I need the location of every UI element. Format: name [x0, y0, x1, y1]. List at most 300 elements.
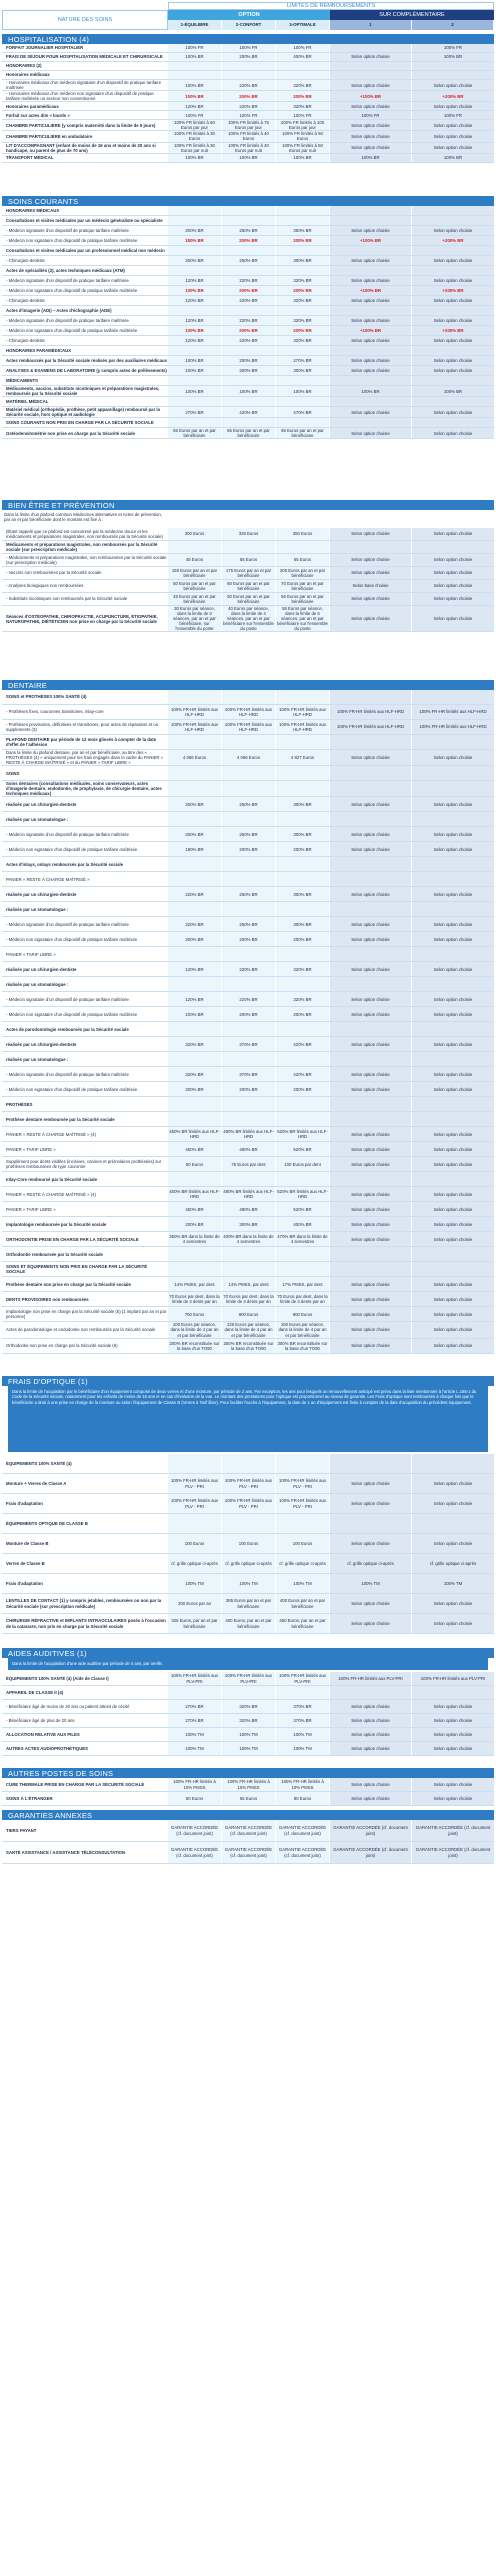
complement-1-value: Selon option choisie — [330, 356, 412, 365]
row-label: PROTHÈSES — [6, 1101, 33, 1107]
complement-2-value: Selon option choisie — [412, 276, 494, 285]
option-2-value — [222, 1052, 276, 1066]
complement-2-value: Selon option choisie — [412, 797, 494, 811]
row-label: CHIRURGIE RÉFRACTIVE et IMPLANTS INTRAOCULAIRES posés à l'occasion de la cataracte, non pris en charge par la Sécurité sociale — [6, 1618, 166, 1629]
table-row — [2, 554, 494, 567]
complement-1-value: Selon option choisie — [330, 1307, 412, 1321]
table-row — [2, 902, 494, 917]
complement-1-value — [330, 1514, 412, 1533]
option-1-value — [168, 902, 222, 916]
option-1-value: 100% BR — [168, 326, 222, 335]
option-1-value — [168, 1172, 222, 1186]
row-label: Frais d'adaptation — [6, 1580, 43, 1586]
option-2-value: 800 Euros — [222, 1307, 276, 1321]
complement-1-value: Selon option choisie — [330, 276, 412, 285]
row-label: ALLOCATION RELATIVE AUX PILES — [6, 1731, 80, 1737]
complement-2-value: Selon option choisie — [412, 1494, 494, 1513]
option-3-value — [276, 206, 330, 215]
option-2-value: 55 Euros — [222, 554, 276, 566]
table-row — [2, 1494, 494, 1514]
complement-2-value: Selon option choisie — [412, 1217, 494, 1231]
table-row — [2, 226, 494, 236]
option-2-value: 220% BR — [222, 276, 276, 285]
complement-1-value: Selon option choisie — [330, 1594, 412, 1613]
option-1-value: 450% BR — [168, 1142, 222, 1156]
complement-1-value — [330, 857, 412, 871]
complement-2-value: Selon option choisie — [412, 887, 494, 901]
table-row — [2, 1842, 494, 1864]
complement-1-value: Selon option choisie — [330, 102, 412, 110]
option-1-value: 200% BR — [168, 256, 222, 265]
section-garanties-annexes: GARANTIES ANNEXES — [2, 1810, 494, 1820]
option-1-value: 450% BR — [168, 1202, 222, 1216]
table-row — [2, 1534, 494, 1554]
complement-2-value — [412, 1686, 494, 1699]
row-label: Consultations et visites médicales par un médecin généraliste ou spécialiste — [6, 217, 163, 223]
complement-1-value: Selon option choisie — [330, 1277, 412, 1291]
option-3-value — [276, 1022, 330, 1036]
option-1-value — [168, 266, 222, 275]
option-2-value — [222, 397, 276, 406]
option-2-value: 100% FR — [222, 44, 276, 52]
row-label: ÉQUIPEMENTS 100% SANTÉ (4) (Aide de Classe I) — [6, 1675, 109, 1681]
complement-2-value — [412, 857, 494, 871]
option-2-value: 40 Euros par séance, dans la limite de 4 séances, par an et par bénéficiaire sur l'ensemble du poste — [222, 606, 276, 631]
table-row — [2, 1742, 494, 1756]
complement-1-value: 100% BR — [330, 386, 412, 396]
option-3-value: 370% BR — [276, 1714, 330, 1727]
table-row — [2, 1097, 494, 1112]
option-3-value — [276, 1112, 330, 1126]
complement-2-value: Selon option choisie — [412, 1307, 494, 1321]
complement-2-value: GARANTIE ACCORDÉE (cf. document joint) — [412, 1842, 494, 1863]
table-row — [2, 306, 494, 316]
row-label: réalisés par un chirurgien-dentiste — [6, 966, 77, 972]
option-3-value: GARANTIE ACCORDÉE (cf. document joint) — [276, 1842, 330, 1863]
complement-2-value: 100% FR — [412, 44, 494, 52]
option-2-value: 100 Euros — [222, 1534, 276, 1553]
row-label: - Médecin non signataire d'un dispositif de pratique tarifaire maîtrisée — [6, 287, 138, 293]
table-row — [2, 1307, 494, 1322]
option-2-value: 250% BR — [222, 256, 276, 265]
option-1-value — [168, 1247, 222, 1261]
annexes-rows — [2, 1820, 494, 1864]
row-label: Actes remboursés par la Sécurité sociale réalisés par des auxiliaires médicaux — [6, 357, 167, 363]
option-2-value: 220% BR — [222, 336, 276, 345]
option-1-value — [168, 1262, 222, 1276]
complement-1-value: Selon option choisie — [330, 887, 412, 901]
option-1-value: 120% BR — [168, 962, 222, 976]
table-row — [2, 690, 494, 705]
option-2-value: 250% BR reconstituée sur la base d'un TO90 — [222, 1339, 276, 1353]
option-2-value — [222, 977, 276, 991]
complement-2-value: Selon option choisie — [412, 1534, 494, 1553]
complement-2-value: Selon option choisie — [412, 1127, 494, 1141]
option-1-value: 200% BR — [168, 797, 222, 811]
complement-2-value: Selon option choisie — [412, 528, 494, 540]
complement-1-value: Selon option choisie — [330, 1474, 412, 1493]
complement-2-value: Selon option choisie — [412, 1474, 494, 1493]
complement-2-value: +200% BR — [412, 91, 494, 101]
option-3-value: 420% BR — [276, 1067, 330, 1081]
row-label: Monture de Classe B — [6, 1540, 49, 1546]
option-2-value: 65 Euros — [222, 1792, 276, 1805]
row-label: SOINS et PROTHÈSES 100% SANTÉ (4) — [6, 694, 87, 700]
option-2-value: 50 Euros par an et par bénéficiaire — [222, 593, 276, 605]
complement-1-value: Selon option choisie — [330, 593, 412, 605]
complement-2-value: Selon option choisie — [412, 120, 494, 130]
nature-header: NATURE DES SOINS — [2, 10, 168, 30]
table-row — [2, 206, 494, 216]
table-row — [2, 91, 494, 102]
complement-2-value: Selon option choisie — [412, 1037, 494, 1051]
option-col-1: 1-ÉQUILIBRE — [168, 20, 222, 30]
complement-2-value — [412, 947, 494, 961]
row-label: Matériel médical (orthopédie, prothèse, petit appareillage) remboursé par la Sécurité sociale, hors optique et audiologie — [6, 407, 161, 418]
option-2-value — [222, 1172, 276, 1186]
option-3-value: 320% BR — [276, 296, 330, 305]
option-3-value: 320% BR — [276, 336, 330, 345]
option-2-value: 100% TM — [222, 1728, 276, 1741]
table-row — [2, 407, 494, 418]
option-1-value: 350% BR dans la limite de 4 semestres — [168, 1232, 222, 1246]
table-row — [2, 766, 494, 781]
complement-2-value: 100% TM — [412, 1574, 494, 1593]
complement-1-value: Selon option choisie — [330, 336, 412, 345]
option-1-value: 100% FR-HR limités aux PLV - PRI — [168, 1474, 222, 1493]
complement-1-value: Selon option choisie — [330, 1187, 412, 1201]
option-2-value: 100% FR-HR limités aux PLV-PRI — [222, 1672, 276, 1685]
option-1-value: 180% BR — [168, 236, 222, 245]
option-1-value: 50 Euros par an et par bénéficiaire — [168, 580, 222, 592]
option-3-value — [276, 1097, 330, 1111]
complement-2-value — [412, 690, 494, 704]
option-1-value — [168, 1112, 222, 1126]
option-2-value — [222, 1112, 276, 1126]
complement-2-value: Selon option choisie — [412, 256, 494, 265]
option-1-value — [168, 1052, 222, 1066]
complement-2-value: +200% BR — [412, 236, 494, 245]
row-label: Inlay-Core remboursé par la Sécurité sociale — [6, 1176, 97, 1182]
table-row — [2, 1247, 494, 1262]
option-3-value: 150 Euros par séance, dans la limite de 4 par an et par bénéficiaire — [276, 1322, 330, 1337]
option-2-value: 250% BR — [222, 226, 276, 235]
option-2-value — [222, 1514, 276, 1533]
option-2-value: 220% BR — [222, 80, 276, 90]
table-row — [2, 1322, 494, 1338]
row-label: - Médecin non signataire d'un dispositif de pratique tarifaire maîtrisée — [6, 327, 138, 333]
option-3-value — [276, 62, 330, 70]
row-label: Médicaments, vaccins, substituts nicotiniques et préparations magistrales, remboursés par la Sécurité sociale — [6, 386, 160, 397]
complement-2-value — [412, 812, 494, 826]
complement-1-value — [330, 1112, 412, 1126]
option-3-value — [276, 1262, 330, 1276]
complement-2-value: Selon option choisie — [412, 1082, 494, 1096]
complement-1-value — [330, 306, 412, 315]
option-2-value: 250% BR — [222, 797, 276, 811]
complement-2-value — [412, 766, 494, 780]
complement-header: SUR COMPLÉMENTAIRE — [330, 10, 494, 20]
row-label: Honoraires médicaux — [6, 72, 50, 78]
table-row — [2, 428, 494, 439]
complement-1-value: Selon option choisie — [330, 1778, 412, 1791]
option-2-value — [222, 872, 276, 886]
table-row — [2, 1202, 494, 1217]
option-3-value: 100% FR — [276, 111, 330, 119]
table-row — [2, 1277, 494, 1292]
option-3-value — [276, 1454, 330, 1473]
table-row — [2, 962, 494, 977]
row-label: PANIER « TARIF LIBRE » — [6, 951, 56, 957]
table-row — [2, 872, 494, 887]
table-row — [2, 1574, 494, 1594]
complement-1-value — [330, 62, 412, 70]
row-label: PANIER « RESTE À CHARGE MAÎTRISÉ » (4) — [6, 1191, 96, 1197]
table-row — [2, 246, 494, 256]
option-1-value: 100% BR — [168, 386, 222, 396]
table-row — [2, 236, 494, 246]
option-2-value: 100% FR-HR limités aux HLF-HRD — [222, 720, 276, 734]
complement-1-value: Selon option choisie — [330, 1742, 412, 1755]
table-row — [2, 111, 494, 120]
complement-2-value: Selon option choisie — [412, 296, 494, 305]
table-row — [2, 143, 494, 154]
table-row — [2, 53, 494, 62]
row-label: ÉQUIPEMENTS OPTIQUE DE CLASSE B — [6, 1520, 88, 1526]
option-3-value: 100% FR-HR limités aux PLV-PRI — [276, 1672, 330, 1685]
table-row — [2, 1232, 494, 1247]
option-2-value: 100% FR-HR limités à 10% PMSS — [222, 1778, 276, 1791]
option-2-value: 200% BR — [222, 53, 276, 61]
option-2-value — [222, 246, 276, 255]
row-label: CURE THERMALE PRISE EN CHARGE PAR LA SÉCURITÉ SOCIALE — [6, 1781, 145, 1787]
table-row — [2, 812, 494, 827]
option-3-value: 100% FR limités à 50 Euros par nuit — [276, 143, 330, 153]
complement-1-value — [330, 766, 412, 780]
table-row — [2, 1187, 494, 1202]
complement-1-value — [330, 1454, 412, 1473]
row-label: TIERS PAYANT — [6, 1827, 37, 1833]
option-3-value — [276, 346, 330, 355]
complement-2-value — [412, 902, 494, 916]
option-1-value: 200% BR — [168, 1217, 222, 1231]
row-label: réalisés par un stomatologue : — [6, 906, 69, 912]
option-1-value: 220% BR — [168, 917, 222, 931]
option-1-value — [168, 206, 222, 215]
option-3-value: 80 Euros — [276, 1792, 330, 1805]
table-row — [2, 1339, 494, 1354]
option-2-value — [222, 857, 276, 871]
option-1-value: 100% FR — [168, 111, 222, 119]
table-row — [2, 1820, 494, 1842]
table-row — [2, 1127, 494, 1142]
option-col-2: 2-CONFORT — [222, 20, 276, 30]
row-label: Médicaments et préparations magistrales, non remboursés par la Sécurité sociale (sur prescription médicale) — [6, 541, 158, 552]
option-3-value: GARANTIE ACCORDÉE (cf. document joint) — [276, 1820, 330, 1841]
row-label: - Médecin signataire d'un dispositif de pratique tarifaire maîtrisée — [6, 1071, 129, 1077]
complement-2-value: 100% BR — [412, 154, 494, 162]
row-label: Monture + Verres de Classe A — [6, 1480, 67, 1486]
option-1-value: 100% BR — [168, 286, 222, 295]
complement-2-value: Selon option choisie — [412, 316, 494, 325]
option-1-value: 100% TM — [168, 1574, 222, 1593]
option-1-value: 50 Euros — [168, 1792, 222, 1805]
option-2-value: GARANTIE ACCORDÉE (cf. document joint) — [222, 1842, 276, 1863]
option-2-value — [222, 418, 276, 427]
option-1-value: 120% BR — [168, 316, 222, 325]
complement-2-value: Selon option choisie — [412, 932, 494, 946]
option-1-value — [168, 1454, 222, 1473]
complement-1-value: Selon option choisie — [330, 256, 412, 265]
complement-2-value: Selon option choisie — [412, 750, 494, 765]
row-label: - Chirurgien-dentiste — [6, 297, 45, 303]
complement-2-value: +200% BR — [412, 326, 494, 335]
option-3-value: 300% BR — [276, 797, 330, 811]
option-3-value: 900 Euros — [276, 1307, 330, 1321]
complement-1-value: Selon option choisie — [330, 407, 412, 417]
option-1-value: 320% BR — [168, 1067, 222, 1081]
row-label: Forfait sur actes dits « lourds » — [6, 112, 70, 118]
complement-1-value: Selon option choisie — [330, 143, 412, 153]
complement-1-value — [330, 346, 412, 355]
option-1-value — [168, 397, 222, 406]
option-3-value — [276, 376, 330, 385]
option-3-value: 270% BR — [276, 356, 330, 365]
option-3-value: 200% BR — [276, 842, 330, 856]
complement-1-value: Selon option choisie — [330, 992, 412, 1006]
option-3-value: 100% FR-HR limités aux PLV - PRI — [276, 1474, 330, 1493]
table-row — [2, 1037, 494, 1052]
option-3-value: 200% BR — [276, 91, 330, 101]
complement-1-value: 100% TM — [330, 1574, 412, 1593]
table-row — [2, 397, 494, 407]
option-1-value: 100% BR — [168, 366, 222, 375]
option-3-value: 200% BR — [276, 286, 330, 295]
row-label: Actes de parodontologie et endodontie non remboursés par la Sécurité sociale — [6, 1327, 156, 1333]
option-1-value: 270% BR — [168, 1714, 222, 1727]
complement-1-value: Selon option choisie — [330, 1700, 412, 1713]
table-row — [2, 120, 494, 131]
row-label: Actes d'imagerie (ADI) – Actes d'échographie (ADE) — [6, 307, 112, 313]
option-2-value: 480% BR — [222, 1142, 276, 1156]
row-label: Dans la limite du plafond dentaire, par an et par bénéficiaire, au titre des « PROTHÈSES (4) » uniquement pour les frais engagés dans le cadre du PANIER « RESTE À CHARGE MAÎTRISÉ » et du PANIER « TARIF LIBRE » — [6, 750, 164, 766]
section-aides-auditives: AIDES AUDITIVES (1) — [2, 1648, 494, 1658]
option-1-value — [168, 71, 222, 79]
option-2-value: 370% BR — [222, 1067, 276, 1081]
option-1-value — [168, 781, 222, 796]
option-1-value — [168, 1686, 222, 1699]
option-3-value: 520% BR — [276, 1202, 330, 1216]
option-1-value: GARANTIE ACCORDÉE (cf. document joint) — [168, 1820, 222, 1841]
option-3-value: 100 Euros — [276, 1534, 330, 1553]
complement-1-value — [330, 1172, 412, 1186]
row-label: Supplément pour dents visibles (incisives, canines et prémolaires prothésées) sur prothèses remboursées de type couronne — [6, 1159, 162, 1170]
option-1-value: 50 Euros — [168, 1157, 222, 1171]
option-2-value: 60 Euros par an et par bénéficiaire — [222, 580, 276, 592]
complement-1-value: Selon option choisie — [330, 1614, 412, 1633]
option-2-value: 480% BR limités aux HLF-HRD — [222, 1127, 276, 1141]
option-2-value: 200% BR — [222, 91, 276, 101]
table-row — [2, 1614, 494, 1634]
complement-2-value — [412, 1247, 494, 1261]
table-row — [2, 580, 494, 593]
option-1-value — [168, 766, 222, 780]
complement-1-value — [330, 812, 412, 826]
table-row — [2, 541, 494, 554]
complement-1-value: Selon option choisie — [330, 316, 412, 325]
option-1-value — [168, 1514, 222, 1533]
option-1-value: 100% FR limités à 60 Euros par jour — [168, 120, 222, 130]
complement-1-value: Selon option choisie — [330, 1127, 412, 1141]
complement-1-value: Selon option choisie — [330, 226, 412, 235]
complement-1-value — [330, 690, 412, 704]
complement-1-value — [330, 781, 412, 796]
row-label: SOINS ET ÉQUIPEMENTS NON PRIS EN CHARGE PAR LA SÉCURITÉ SOCIALE — [6, 1264, 148, 1275]
complement-2-value: 100% FR-HR limités aux HLF-HRD — [412, 705, 494, 719]
option-2-value — [222, 376, 276, 385]
complement-1-value: 100% FR — [330, 111, 412, 119]
complement-2-value: 100% BR — [412, 53, 494, 61]
complement-2-value: Selon option choisie — [412, 80, 494, 90]
option-2-value: 70 Euros par dent, dans la limite de 3 dents par an — [222, 1292, 276, 1306]
complement-col-2: 2 — [412, 20, 494, 30]
complement-1-value: cf. grille optique ci-après — [330, 1554, 412, 1573]
option-1-value — [168, 346, 222, 355]
option-3-value: 70 Euros par dent, dans la limite de 3 dents par an — [276, 1292, 330, 1306]
row-label: TRANSPORT MÉDICAL — [6, 155, 54, 161]
section-hospitalisation: HOSPITALISATION (4) — [2, 34, 494, 44]
option-1-value — [168, 947, 222, 961]
option-2-value: 370% BR — [222, 1037, 276, 1051]
complement-2-value: Selon option choisie — [412, 1339, 494, 1353]
row-label: réalisés par un chirurgien-dentiste — [6, 1041, 77, 1047]
option-3-value: 17% PMSS, par dent — [276, 1277, 330, 1291]
option-3-value: 370% BR — [276, 1700, 330, 1713]
complement-2-value: cf. grille optique ci-après — [412, 1554, 494, 1573]
row-label: HONORAIRES PARAMÉDICAUX — [6, 347, 72, 353]
complement-1-value: +100% BR — [330, 91, 412, 101]
option-3-value: 100% TM — [276, 1742, 330, 1755]
row-label: PANIER « TARIF LIBRE » — [6, 1146, 56, 1152]
table-row — [2, 750, 494, 766]
option-2-value: 200% BR — [222, 1007, 276, 1021]
option-2-value — [222, 1262, 276, 1276]
row-label: réalisés par un chirurgien-dentiste — [6, 891, 77, 897]
option-1-value: 100% FR-HR limités à 10% PMSS — [168, 1778, 222, 1791]
option-3-value — [276, 1686, 330, 1699]
option-1-value: 100% FR limités à 30 Euros — [168, 131, 222, 141]
row-label: - Substituts nicotiniques non remboursés par la Sécurité sociale — [6, 596, 128, 602]
complement-1-value: +100% BR — [330, 326, 412, 335]
row-label: Actes de parodontologie remboursés par la Sécurité sociale — [6, 1026, 129, 1032]
complement-2-value: Selon option choisie — [412, 917, 494, 931]
complement-1-value — [330, 1262, 412, 1276]
complement-2-value: Selon option choisie — [412, 1202, 494, 1216]
table-row — [2, 1594, 494, 1614]
complement-2-value: Selon option choisie — [412, 366, 494, 375]
option-2-value — [222, 1686, 276, 1699]
complement-1-value — [330, 541, 412, 553]
table-row — [2, 216, 494, 226]
section-dentaire: DENTAIRE — [2, 680, 494, 690]
option-3-value: 70 Euros par an et par bénéficiaire — [276, 580, 330, 592]
option-3-value: 200% BR — [276, 932, 330, 946]
complement-2-value: Selon option choisie — [412, 336, 494, 345]
option-3-value: 420% BR — [276, 1037, 330, 1051]
table-row — [2, 71, 494, 80]
table-row — [2, 1022, 494, 1037]
option-3-value: 100% BR — [276, 154, 330, 162]
